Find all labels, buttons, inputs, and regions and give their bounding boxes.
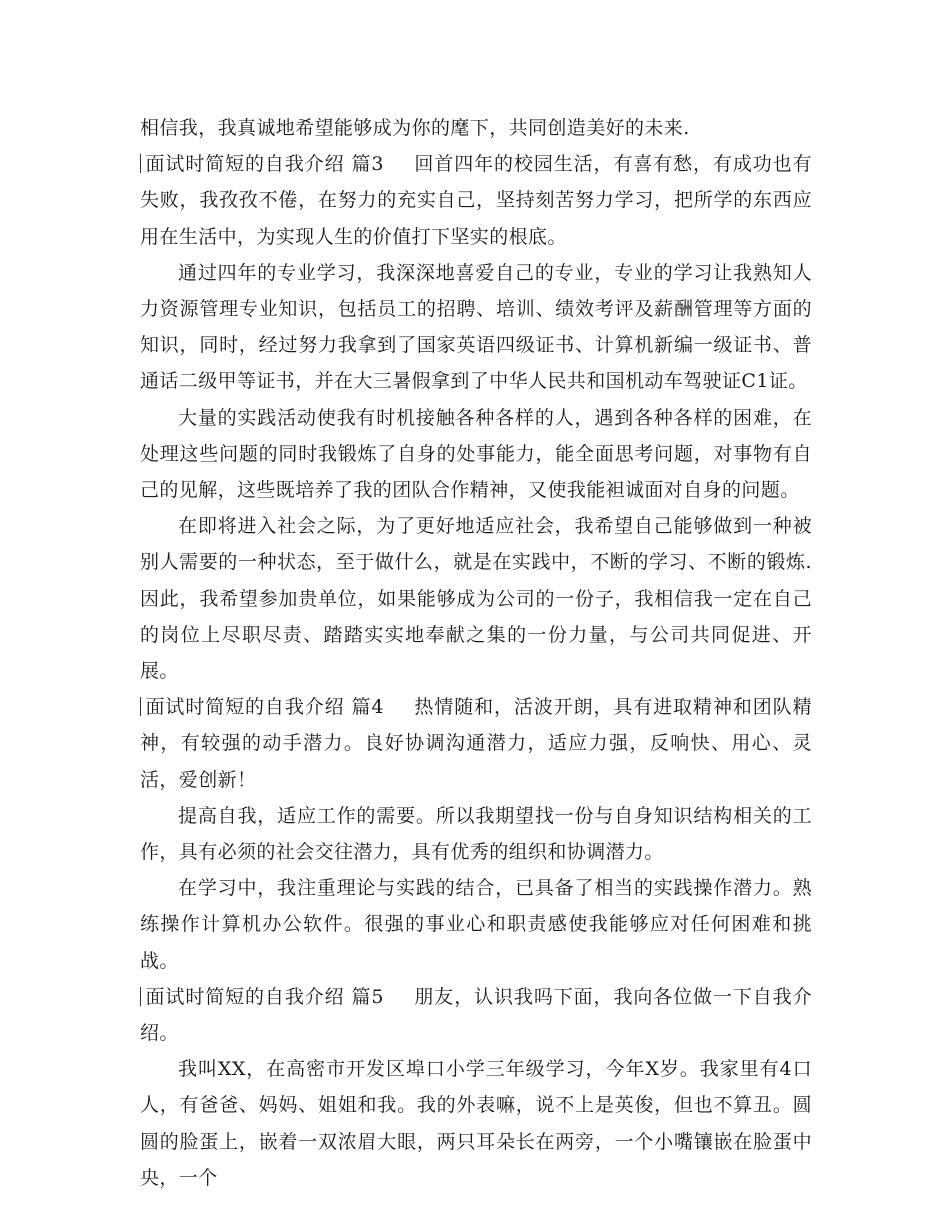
heading-marker-icon bbox=[140, 697, 141, 716]
section-4-lead: 热情随和，活波开朗，具有进取精神和团队精神，有较强的动手潜力。良好协调沟通潜力，适应力强，反响快、用心、灵活，爱创新！ bbox=[140, 696, 812, 791]
section-3-lead: 回首四年的校园生活，有喜有愁，有成功也有失败，我孜孜不倦，在努力的充实自己，坚持刻苦努力学习，把所学的东西应用在生活中，为实现人生的价值打下坚实的根底。 bbox=[140, 153, 812, 248]
section-3-line bbox=[140, 146, 812, 255]
paragraph-closing: 相信我，我真诚地希望能够成为你的麾下，共同创造美好的未来. bbox=[140, 117, 690, 139]
heading-marker-icon bbox=[140, 154, 141, 173]
section-3-paragraph-2: 大量的实践活动使我有时机接触各种各样的人，遇到各种各样的困难，在处理这些问题的同时我锻炼了自身的处事能力，能全面思考问题，对事物有自己的见解，这些既培养了我的团队合作精神，又使我能袒诚面对自身的问题。 bbox=[140, 406, 812, 502]
section-5-lead: 朋友，认识我吗下面，我向各位做一下自我介绍。 bbox=[140, 985, 812, 1045]
section-5-paragraph-1: 我叫XX，在高密市开发区埠口小学三年级学习，今年X岁。我家里有4口人，有爸爸、妈妈、姐姐和我。我的外表嘛，说不上是英俊，但也不算丑。圆圆的脸蛋上，嵌着一双浓眉大眼，两只耳朵长在两旁，一个小嘴镶嵌在脸蛋中央，一个 bbox=[140, 1058, 812, 1189]
section-5-title: 面试时简短的自我介绍 篇5 bbox=[145, 985, 384, 1008]
section-3-paragraph-3: 在即将进入社会之际，为了更好地适应社会，我希望自己能够做到一种被别人需要的一种状态，至于做什么，就是在实践中，不断的学习、不断的锻炼.因此，我希望参加贵单位，如果能够成为公司的一份子，我相信我一定在自己的岗位上尽职尽责、踏踏实实地奉献之集的一份力量，与公司共同促进、开展。 bbox=[140, 515, 812, 683]
section-5-line bbox=[140, 979, 812, 1051]
section-4-paragraph-1: 提高自我，适应工作的需要。所以我期望找一份与自身知识结构相关的工作，具有必须的社会交往潜力，具有优秀的组织和协调潜力。 bbox=[140, 804, 812, 864]
document-body bbox=[140, 110, 812, 1196]
section-4-paragraph-2: 在学习中，我注重理论与实践的结合，已具备了相当的实践操作潜力。熟练操作计算机办公软件。很强的事业心和职责感使我能够应对任何困难和挑战。 bbox=[140, 877, 812, 972]
section-3-title: 面试时简短的自我介绍 篇3 bbox=[145, 153, 384, 176]
heading-marker-icon bbox=[140, 987, 141, 1006]
section-3-paragraph-1: 通过四年的专业学习，我深深地喜爱自己的专业，专业的学习让我熟知人力资源管理专业知识，包括员工的招聘、培训、绩效考评及薪酬管理等方面的知识，同时，经过努力我拿到了国家英语四级证书、计算机新编一级证书、普通话二级甲等证书，并在大三暑假拿到了中华人民共和国机动车驾驶证C1证。 bbox=[140, 261, 812, 393]
section-4-line bbox=[140, 689, 812, 798]
section-4-title: 面试时简短的自我介绍 篇4 bbox=[145, 696, 384, 719]
